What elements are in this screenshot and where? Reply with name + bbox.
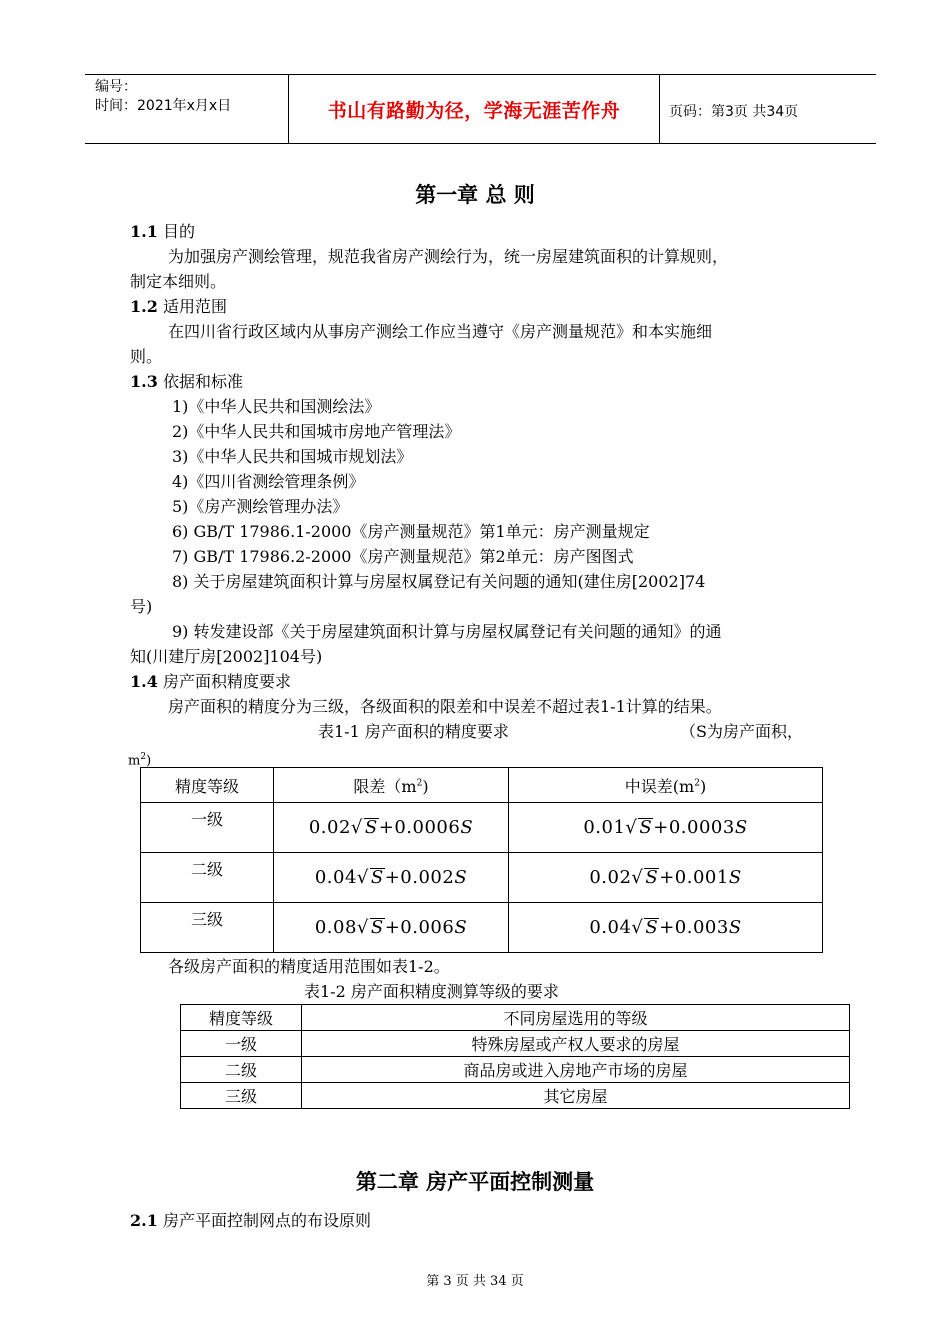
table-unit: $m^2$) <box>128 752 152 769</box>
table-row <box>141 903 823 953</box>
limit-formula: 0.02√ S+0.0006S <box>274 803 509 853</box>
table-header-row <box>181 1005 850 1031</box>
paragraph-line: 各级房产面积的精度适用范围如表1-2。 <box>168 957 450 976</box>
grade-cell: 二级 <box>141 853 274 903</box>
section-number: 1.3 <box>130 372 158 391</box>
table-cell: 其它房屋 <box>302 1083 850 1109</box>
section-heading <box>130 295 227 319</box>
chapter-title: 第一章 总 则 <box>415 182 535 207</box>
table-row <box>181 1031 850 1057</box>
header-motto: 书山有路勤为径，学海无涯苦作舟 <box>327 100 621 122</box>
table-row <box>141 853 823 903</box>
reference-item: 号) <box>130 597 153 616</box>
grade-cell: 三级 <box>141 903 274 953</box>
table-row <box>141 803 823 853</box>
reference-item: 知(川建厅房[2002]104号) <box>130 647 323 666</box>
table-caption: 表1-1 房产面积的精度要求 <box>318 722 509 741</box>
page-footer: 第 3 页 共 34 页 <box>426 1274 524 1289</box>
section-heading <box>130 1209 371 1233</box>
limit-formula: 0.08√ S+0.006S <box>274 903 509 953</box>
page-header <box>85 74 876 144</box>
error-formula: 0.04√ S+0.003S <box>509 903 823 953</box>
section-title: 房产平面控制网点的布设原则 <box>162 1211 371 1230</box>
reference-item: 8) 关于房屋建筑面积计算与房屋权属登记有关问题的通知(建住房[2002]74 <box>172 572 706 591</box>
section-title: 目的 <box>162 222 195 241</box>
table-cell: 三级 <box>181 1083 302 1109</box>
header-meta <box>95 78 231 116</box>
section-number: 1.1 <box>130 222 158 241</box>
paragraph-line: 为加强房产测绘管理，规范我省房产测绘行为，统一房屋建筑面积的计算规则， <box>168 247 729 266</box>
section-number: 1.2 <box>130 297 158 316</box>
limit-formula: 0.04√ S+0.002S <box>274 853 509 903</box>
reference-item: 4)《四川省测绘管理条例》 <box>172 472 365 491</box>
table-cell: 商品房或进入房地产市场的房屋 <box>302 1057 850 1083</box>
section-number: 1.4 <box>130 672 158 691</box>
section-title: 依据和标准 <box>162 372 243 391</box>
section-title: 房产面积精度要求 <box>162 672 291 691</box>
section-title: 适用范围 <box>162 297 227 316</box>
paragraph-line: 制定本细则。 <box>130 272 227 291</box>
header-time: 时间：2021年x月x日 <box>95 98 232 114</box>
reference-item: 2)《中华人民共和国城市房地产管理法》 <box>172 422 461 441</box>
reference-item: 6) GB/T 17986.1-2000《房产测量规范》第1单元：房产测量规定 <box>172 522 650 541</box>
error-formula: 0.02√ S+0.001S <box>509 853 823 903</box>
paragraph-line: 在四川省行政区域内从事房产测绘工作应当遵守《房产测量规范》和本实施细 <box>168 322 713 341</box>
section-number: 2.1 <box>130 1211 158 1230</box>
table-note: （S为房产面积， <box>680 722 803 741</box>
table-caption: 表1-2 房产面积精度测算等级的要求 <box>304 982 559 1001</box>
section-heading <box>130 370 243 394</box>
header-number: 编号： <box>95 79 137 95</box>
reference-item: 7) GB/T 17986.2-2000《房产测量规范》第2单元：房产图图式 <box>172 547 634 566</box>
header-divider <box>659 75 660 143</box>
table-cell: 特殊房屋或产权人要求的房屋 <box>302 1031 850 1057</box>
table-header-cell: 中误差$(m^2)$ <box>509 768 823 803</box>
table-header-cell: 不同房屋选用的等级 <box>302 1005 850 1031</box>
paragraph-line: 则。 <box>130 347 163 366</box>
precision-table <box>140 767 823 953</box>
reference-item: 3)《中华人民共和国城市规划法》 <box>172 447 413 466</box>
table-row <box>181 1057 850 1083</box>
grade-usage-table <box>180 1004 850 1109</box>
table-header-cell: 限差$(m^2)$ <box>274 768 509 803</box>
table-cell: 一级 <box>181 1031 302 1057</box>
table-cell: 二级 <box>181 1057 302 1083</box>
table-header-cell: 精度等级 <box>141 768 274 803</box>
grade-cell: 一级 <box>141 803 274 853</box>
section-heading <box>130 220 195 244</box>
table-row <box>181 1083 850 1109</box>
table-header-row <box>141 768 823 803</box>
reference-item: 9) 转发建设部《关于房屋建筑面积计算与房屋权属登记有关问题的通知》的通 <box>172 622 722 641</box>
header-page: 页码：第3页 共34页 <box>669 104 799 120</box>
reference-item: 5)《房产测绘管理办法》 <box>172 497 349 516</box>
paragraph-line: 房产面积的精度分为三级，各级面积的限差和中误差不超过表1-1计算的结果。 <box>168 697 722 716</box>
chapter-title: 第二章 房产平面控制测量 <box>355 1169 595 1194</box>
reference-item: 1)《中华人民共和国测绘法》 <box>172 397 381 416</box>
table-header-cell: 精度等级 <box>181 1005 302 1031</box>
section-heading <box>130 670 291 694</box>
error-formula: 0.01√ S+0.0003S <box>509 803 823 853</box>
